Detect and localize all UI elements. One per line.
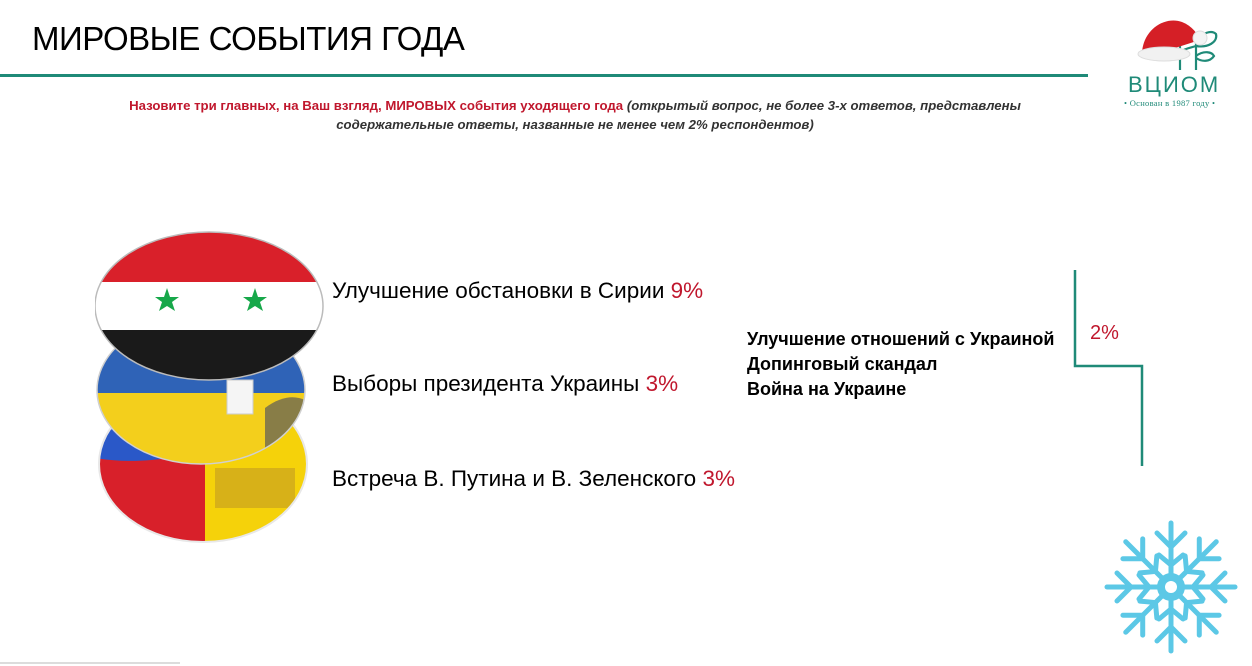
event-images bbox=[95, 228, 327, 548]
event-label: Встреча В. Путина и В. Зеленского bbox=[332, 466, 697, 491]
logo-tagline: • Основан в 1987 году • bbox=[1124, 98, 1216, 108]
slide-title: МИРОВЫЕ СОБЫТИЯ ГОДА bbox=[32, 20, 465, 57]
survey-question bbox=[80, 96, 1070, 134]
other-event-item: Допинговый скандал bbox=[747, 354, 938, 374]
event-percent: 3% bbox=[702, 466, 735, 491]
other-events-percent: 2% bbox=[1090, 322, 1119, 344]
event-ukraine-election bbox=[332, 371, 678, 397]
group-bracket bbox=[1070, 268, 1150, 468]
logo-name: ВЦИОМ bbox=[1128, 72, 1221, 97]
event-syria bbox=[332, 278, 703, 304]
event-putin-zelensky bbox=[332, 466, 735, 492]
event-percent: 3% bbox=[645, 371, 679, 396]
title-divider bbox=[0, 74, 1088, 77]
event-percent: 9% bbox=[670, 278, 704, 303]
event-label: Выборы президента Украины bbox=[332, 371, 640, 396]
other-event-item: Улучшение отношений с Украиной bbox=[747, 329, 1055, 349]
footer-divider bbox=[0, 662, 180, 664]
question-note: (открытый вопрос, не более 3-х ответов, представлены содержательные ответы, названные не менее чем 2% респондентов) bbox=[336, 98, 1021, 132]
event-label: Улучшение обстановки в Сирии bbox=[332, 278, 665, 303]
question-text: Назовите три главных, на Ваш взгляд, МИРОВЫХ события уходящего года bbox=[129, 98, 624, 113]
other-events-list bbox=[747, 327, 1054, 402]
snowflake-icon bbox=[1100, 516, 1242, 658]
other-event-item: Война на Украине bbox=[747, 379, 907, 399]
